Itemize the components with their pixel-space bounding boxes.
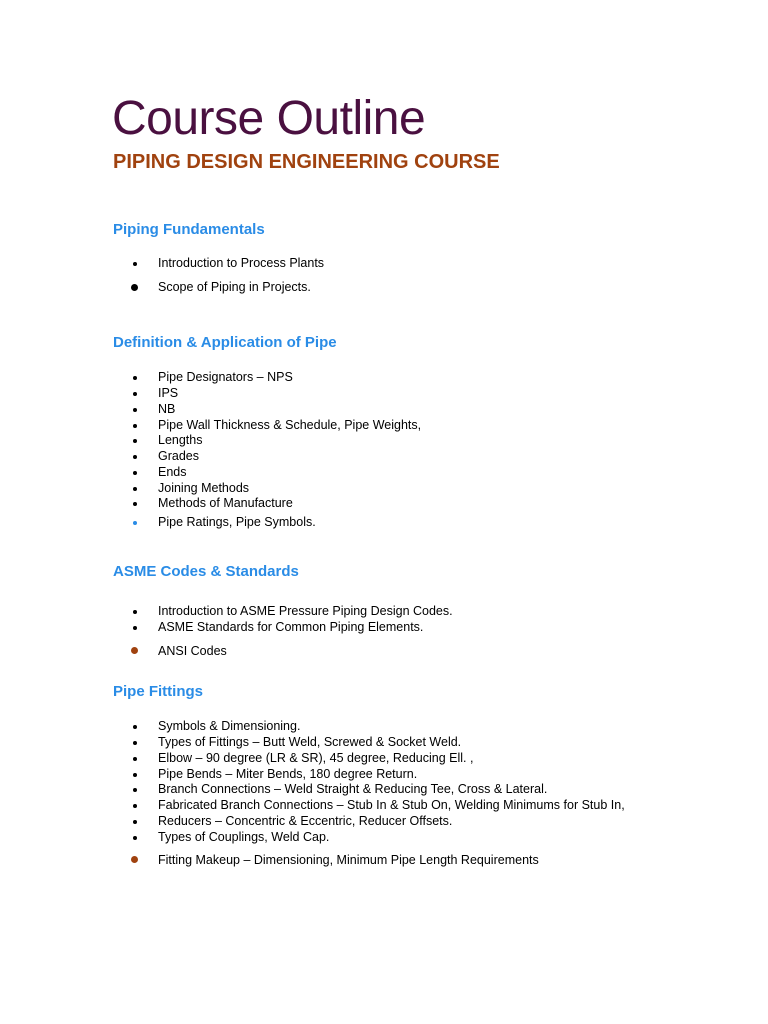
bullet-icon <box>133 408 137 412</box>
bullet-icon <box>133 757 137 761</box>
list-item: Fabricated Branch Connections – Stub In & Stub On, Welding Minimums for Stub In, <box>158 798 625 812</box>
list-item: Scope of Piping in Projects. <box>158 280 311 294</box>
list-item: NB <box>158 402 176 416</box>
list-item: Lengths <box>158 433 203 447</box>
list-item: ANSI Codes <box>158 644 227 658</box>
bullet-icon <box>133 471 137 475</box>
list-item: Pipe Wall Thickness & Schedule, Pipe Weights, <box>158 418 422 432</box>
list-item: Grades <box>158 449 199 463</box>
bullet-icon <box>133 376 137 380</box>
bullet-icon <box>133 455 137 459</box>
bullet-icon <box>133 502 137 506</box>
bullet-icon <box>133 521 137 525</box>
bullet-icon <box>131 284 138 291</box>
list-item: Pipe Ratings, Pipe Symbols. <box>158 515 316 529</box>
bullet-icon <box>133 836 137 840</box>
list-item: Elbow – 90 degree (LR & SR), 45 degree, Reducing Ell. , <box>158 751 474 765</box>
list-item: Methods of Manufacture <box>158 496 293 510</box>
bullet-icon <box>133 439 137 443</box>
section-heading-piping-fundamentals: Piping Fundamentals <box>113 221 265 238</box>
section-heading-definition-application: Definition & Application of Pipe <box>113 334 337 351</box>
bullet-icon <box>133 725 137 729</box>
page-title: Course Outline <box>112 92 426 145</box>
list-item: Pipe Designators – NPS <box>158 370 293 384</box>
list-item: Types of Couplings, Weld Cap. <box>158 830 330 844</box>
list-item: Introduction to Process Plants <box>158 256 325 270</box>
section-heading-asme-codes: ASME Codes & Standards <box>113 563 299 580</box>
bullet-icon <box>133 392 137 396</box>
list-item: IPS <box>158 386 179 400</box>
list-item: Fitting Makeup – Dimensioning, Minimum Pipe Length Requirements <box>158 853 539 867</box>
bullet-icon <box>133 487 137 491</box>
list-item: Ends <box>158 465 187 479</box>
list-item: Branch Connections – Weld Straight & Reducing Tee, Cross & Lateral. <box>158 782 548 796</box>
list-item: Types of Fittings – Butt Weld, Screwed & Socket Weld. <box>158 735 462 749</box>
list-item: Introduction to ASME Pressure Piping Design Codes. <box>158 604 453 618</box>
list-item: Reducers – Concentric & Eccentric, Reducer Offsets. <box>158 814 453 828</box>
bullet-icon <box>133 741 137 745</box>
bullet-icon <box>133 820 137 824</box>
list-item: Joining Methods <box>158 481 250 495</box>
bullet-icon <box>133 610 137 614</box>
list-item: ASME Standards for Common Piping Elements. <box>158 620 424 634</box>
bullet-icon <box>133 262 137 266</box>
course-subtitle: PIPING DESIGN ENGINEERING COURSE <box>113 151 500 173</box>
bullet-icon <box>133 626 137 630</box>
bullet-icon <box>133 773 137 777</box>
bullet-icon <box>133 804 137 808</box>
bullet-icon <box>131 856 138 863</box>
section-heading-pipe-fittings: Pipe Fittings <box>113 683 203 700</box>
bullet-icon <box>133 788 137 792</box>
list-item: Symbols & Dimensioning. <box>158 719 301 733</box>
list-item: Pipe Bends – Miter Bends, 180 degree Return. <box>158 767 418 781</box>
bullet-icon <box>133 424 137 428</box>
bullet-icon <box>131 647 138 654</box>
